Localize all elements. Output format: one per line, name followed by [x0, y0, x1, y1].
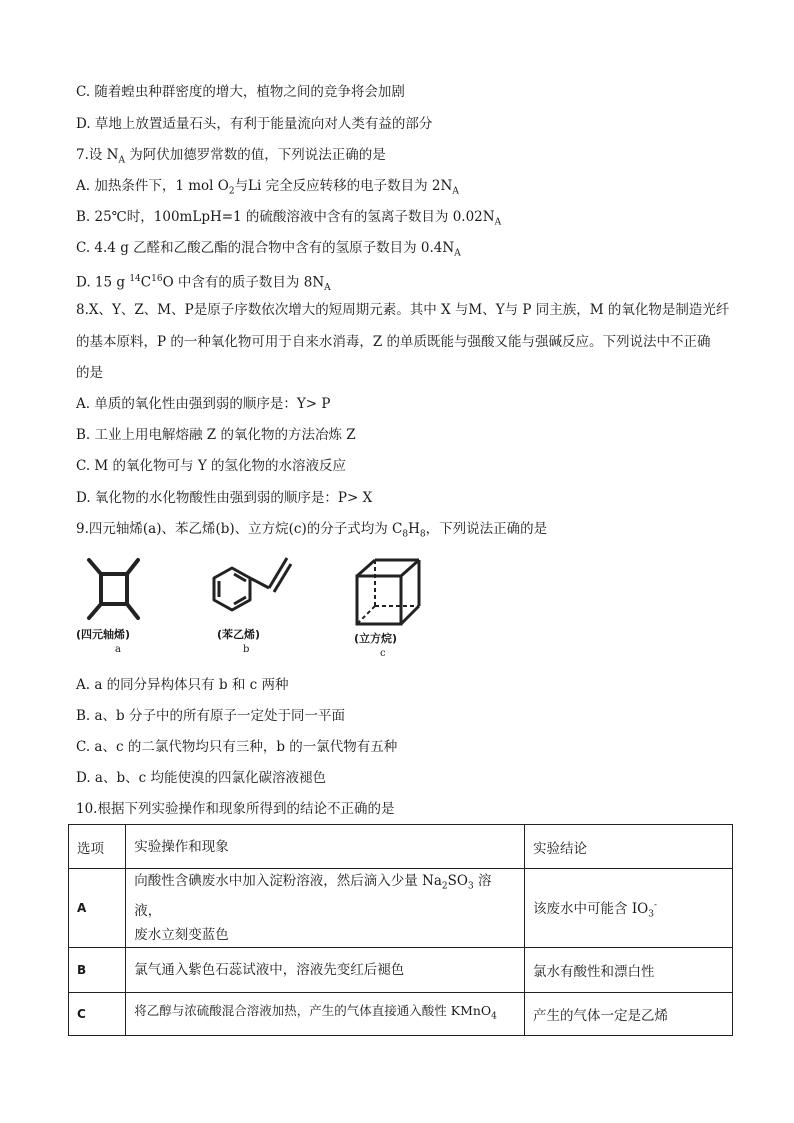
question-9-option-b: B. a、b 分子中的所有原子一定处于同一平面	[76, 708, 345, 724]
question-9-stem: 9.四元轴烯(a)、苯乙烯(b)、立方烷(c)的分子式均为 $C_8H_8$，下列说法正确的是	[76, 521, 548, 540]
row-b-option: B	[69, 947, 126, 992]
question-9-option-d: D. a、b、c 均能使溴的四氯化碳溶液褪色	[76, 770, 326, 786]
question-10-stem: 10.根据下列实验操作和现象所得到的结论不正确的是	[76, 801, 395, 817]
molecule-c-label: (立方烷)	[354, 632, 398, 645]
table-header-row	[69, 825, 733, 869]
row-c-operation: 将乙醇与浓硫酸混合溶液加热，产生的气体直接通入酸性 KMnO$_4$	[126, 992, 525, 1035]
row-b-operation: 氯气通入紫色石蕊试液中，溶液先变红后褪色	[126, 947, 525, 992]
question-8-option-b: B. 工业上用电解熔融 Z 的氧化物的方法冶炼 Z	[76, 427, 356, 443]
question-6-option-c: C. 随着蝗虫种群密度的增大，植物之间的竞争将会加剧	[76, 84, 405, 100]
molecule-b-letter: b	[243, 644, 250, 655]
molecule-a-label: (四元轴烯)	[76, 628, 131, 641]
radialene-structure-icon	[80, 556, 150, 636]
question-8-stem-line1: 8.X、Y、Z、M、P是原子序数依次增大的短周期元素。其中 X 与M、Y与 P 同主族，M 的氧化物是制造光纤	[76, 302, 730, 318]
question-9-option-c: C. a、c 的二氯代物均只有三种，b 的一氯代物有五种	[76, 739, 398, 755]
question-7-option-c: C. 4.4 g 乙醛和乙酸乙酯的混合物中含有的氢原子数目为 $0.4N_A$	[76, 240, 461, 259]
question-8-option-d: D. 氧化物的水化物酸性由强到弱的顺序是：P> X	[76, 490, 373, 506]
question-7-option-d: D. 15 g $^{14}C^{16}O$ 中含有的质子数目为 $8N_A$	[76, 274, 331, 294]
row-a-option: A	[69, 869, 126, 948]
molecule-b-figure	[205, 556, 295, 666]
header-operation: 实验操作和现象	[126, 825, 525, 869]
molecule-a-letter: a	[115, 644, 121, 655]
row-c-option: C	[69, 992, 126, 1035]
header-conclusion: 实验结论	[525, 825, 733, 869]
question-7-option-b: B. 25℃时，100mLpH=1 的硫酸溶液中含有的氢离子数目为 $0.02N_A$	[76, 209, 502, 228]
question-8-stem-line3: 的是	[76, 365, 103, 381]
question-8-stem-line2: 的基本原料，P 的一种氧化物可用于自来水消毒，Z 的单质既能与强酸又能与强碱反应。下列说法中不正确	[76, 334, 711, 350]
experiment-table	[68, 824, 733, 1036]
header-option: 选项	[69, 825, 126, 869]
question-7-stem: 7.设 $N_A$ 为阿伏加德罗常数的值，下列说法正确的是	[76, 147, 386, 166]
row-a-conclusion: 该废水中可能含 $IO_3^-$	[525, 869, 733, 948]
row-b-conclusion: 氯水有酸性和漂白性	[525, 947, 733, 992]
table-row	[69, 992, 733, 1035]
question-7-option-a: A. 加热条件下，1 mol $O_2$与Li 完全反应转移的电子数目为 $2N_A$	[76, 178, 459, 197]
cubane-structure-icon	[350, 556, 430, 636]
molecule-c-figure	[350, 556, 430, 666]
molecule-c-letter: c	[380, 648, 386, 659]
table-row	[69, 947, 733, 992]
styrene-structure-icon	[205, 556, 295, 636]
question-6-option-d: D. 草地上放置适量石头，有利于能量流向对人类有益的部分	[76, 116, 433, 132]
question-9-option-a: A. a 的同分异构体只有 b 和 c 两种	[76, 677, 289, 693]
row-a-operation: 向酸性含碘废水中加入淀粉溶液，然后滴入少量 $Na_2SO_3$ 溶液， 废水立刻变蓝色	[126, 869, 525, 948]
table-row	[69, 869, 733, 948]
molecule-b-label: (苯乙烯)	[217, 628, 261, 641]
question-8-option-c: C. M 的氧化物可与 Y 的氢化物的水溶液反应	[76, 458, 347, 474]
row-c-conclusion: 产生的气体一定是乙烯	[525, 992, 733, 1035]
molecule-a-figure	[76, 556, 150, 666]
question-8-option-a: A. 单质的氧化性由强到弱的顺序是：Y> P	[76, 396, 331, 412]
